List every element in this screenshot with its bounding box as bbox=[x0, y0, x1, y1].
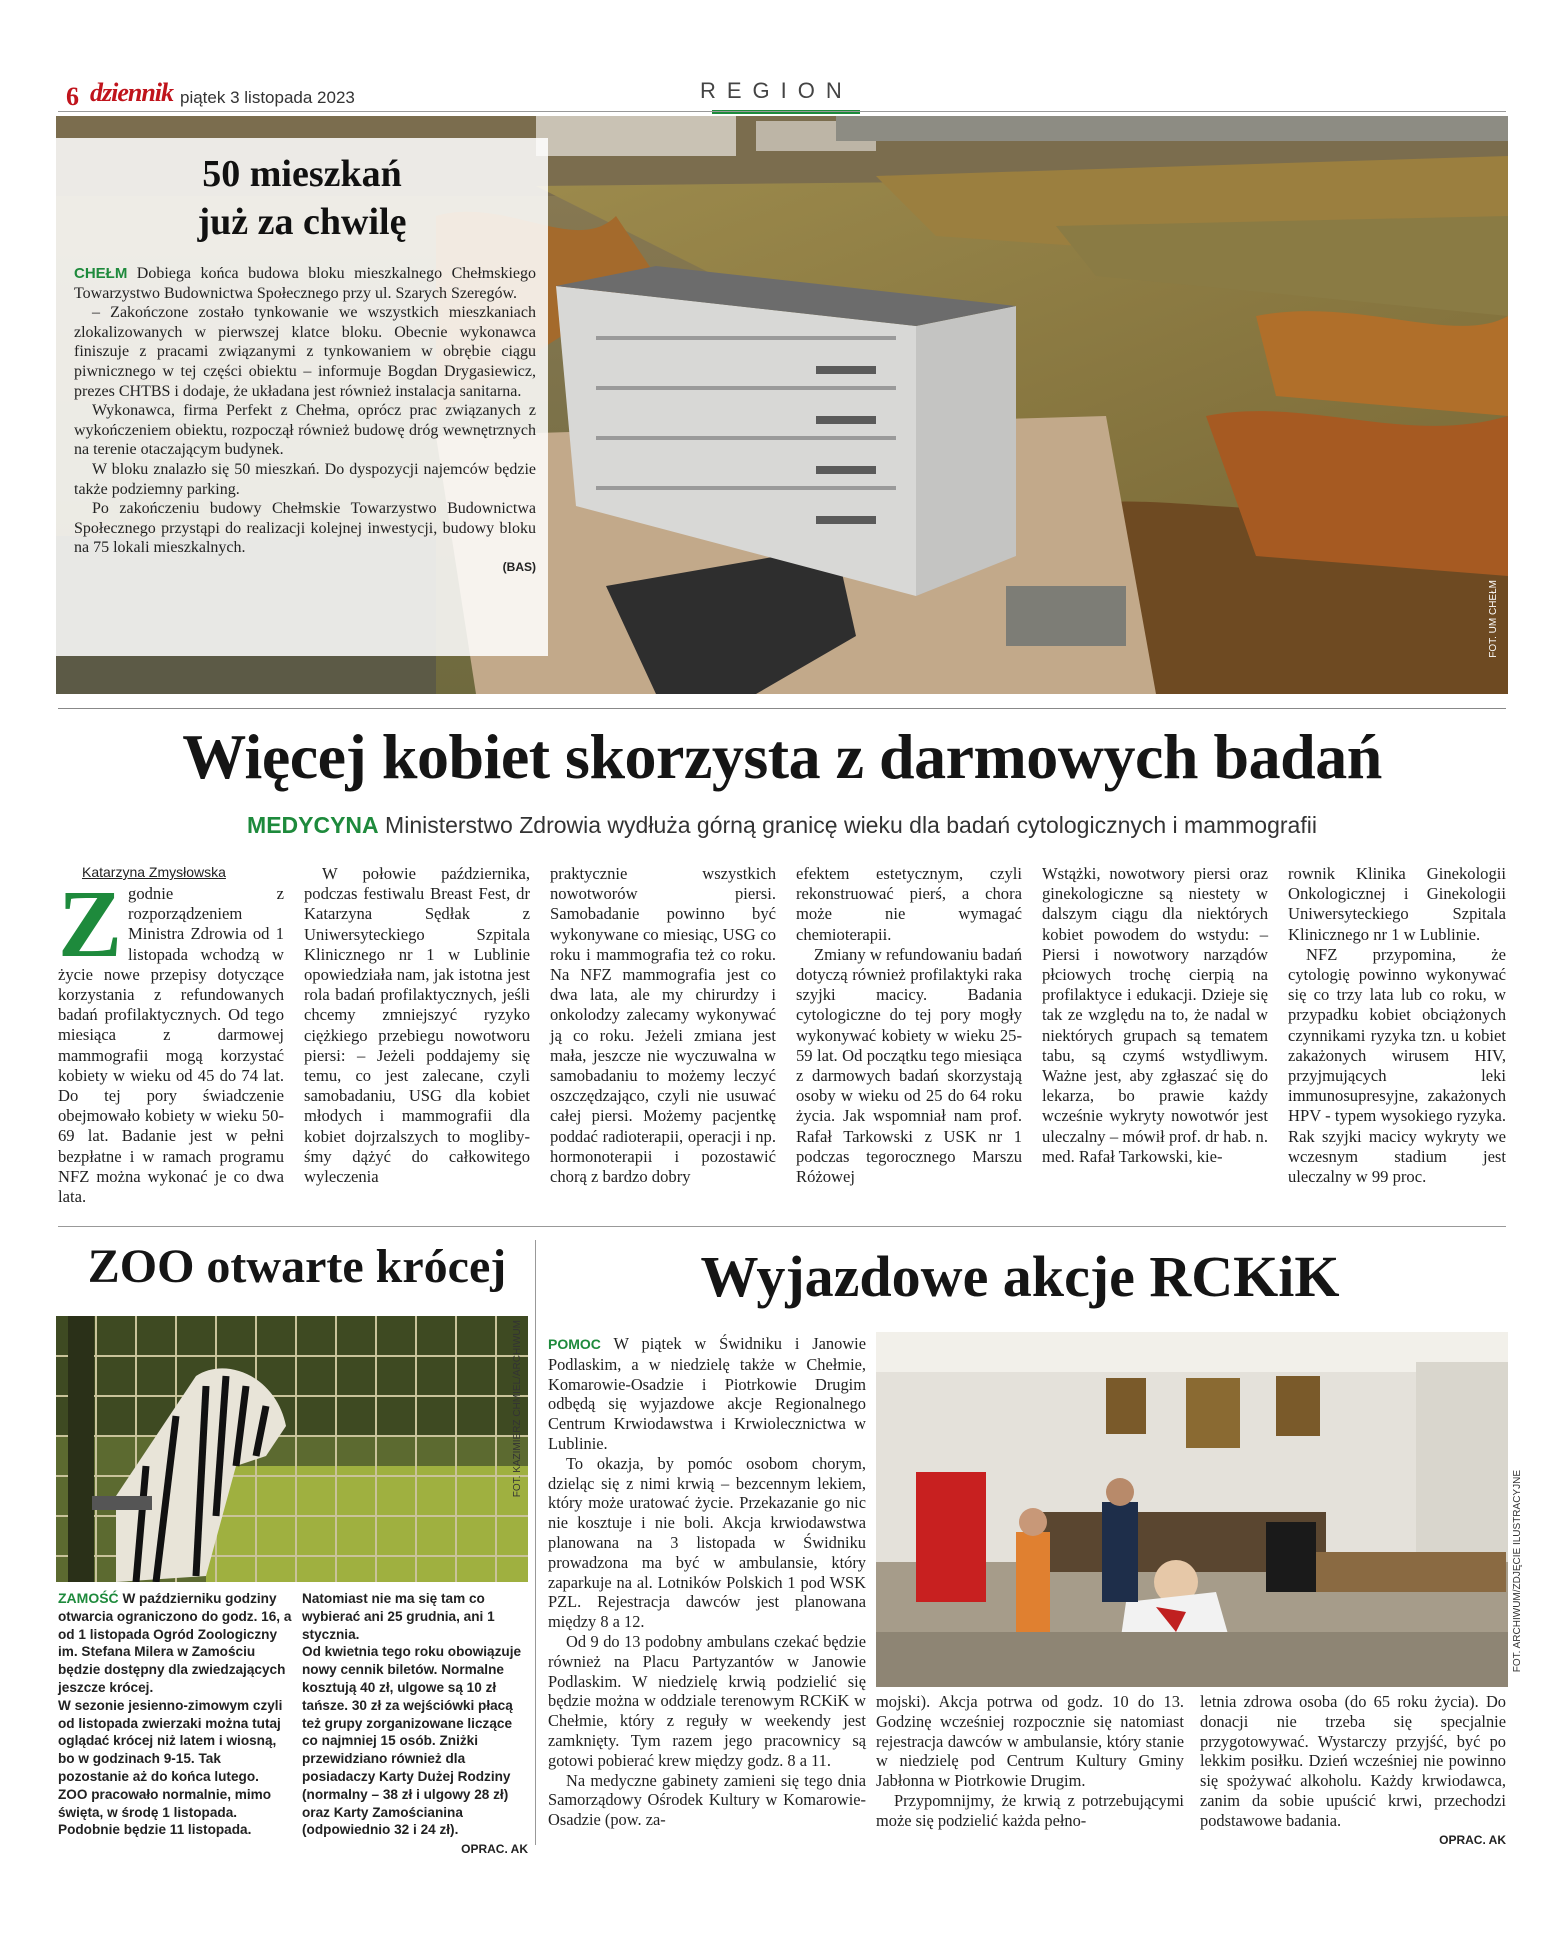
column-divider bbox=[535, 1240, 536, 1845]
rckik-column-1 bbox=[548, 1334, 866, 1830]
paragraph: mojski). Akcja potrwa od godz. 10 do 13. Godzinę wcześniej rozpocznie się natomiast rejestracja dawców w ambulansie, który stanie w niedzielę pod Centrum Kultury Gminy Jabłonna w Piotrkowie Drugim. bbox=[876, 1692, 1184, 1791]
paragraph: Przypomnijmy, że krwią z potrzebującymi może się podzielić każda pełno- bbox=[876, 1790, 1184, 1830]
paragraph: ZOO pracowało normalnie, mimo święta, w środę 1 listopada. Podobnie będzie 11 listopada. bbox=[58, 1786, 272, 1838]
zebra-photo bbox=[56, 1316, 528, 1582]
article-column-5 bbox=[1042, 864, 1268, 1167]
story-box-title bbox=[56, 150, 548, 246]
zoo-headline: ZOO otwarte krócej bbox=[87, 1240, 507, 1293]
paragraph: W piątek w Świdniku i Janowie Podlaskim, a w niedzielę także w Chełmie, Komarowie-Osadzie i Piotrkowie Drugim odbędą się wyjazdowe akcje Regionalnego Centrum Krwiodawstwa i Krwiolecznictwa w Lublinie. bbox=[548, 1334, 866, 1453]
paragraph: Wstążki, nowotwory piersi oraz ginekologiczne są niestety w dalszym ciągu dla niektórych kobiet powodem do wstydu: – Piersi i nowotwory narządów płciowych trochę cierpią na profilaktyce i edukacji. Dzieje się tak ze względu na to, że nadal w niektórych grupach są tematem tabu, są czymś wstydliwym. Ważne jest, aby zgłaszać się do lekarza, bo prawie każdy wcześnie wykryty nowotwór jest uleczalny – mówił prof. dr hab. n. med. Rafał Tarkowski, kie- bbox=[1042, 864, 1268, 1166]
paragraph: – Zakończone zostało tynkowanie we wszystkich mieszkaniach zlokalizowanych w pierwszej klatce bloku. Obecnie wykonawca finiszuje z pracami związanymi z tynkowaniem w obrębie ciągu piwnicznego w tej części obiektu – informuje Bogdan Drygasiewicz, prezes CHTBS i dodaje, że układana jest również instalacja sanitarna. bbox=[74, 304, 536, 400]
location-tag: ZAMOŚĆ bbox=[58, 1590, 119, 1606]
paragraph: NFZ przypomina, że cytologię powinno wykonywać się co trzy lata lub co roku, w przypadku kobiet obciążonych czynnikami ryzyka tzn. u kobiet zakażonych wirusem HIV, przyjmujących leki immunosupresyjne, zakażonych HPV - typem wysokiego ryzyka. Rak szyjki macicy wykryty we wczesnym stadium jest uleczalny w 99 proc. bbox=[1288, 944, 1506, 1187]
paragraph: efektem estetycznym, czyli rekonstruować pierś, a chora może nie wymagać chemioterapii. bbox=[796, 864, 1022, 944]
paragraph: Natomiast nie ma się tam co wybierać ani 25 grudnia, ani 1 stycznia. bbox=[302, 1591, 495, 1642]
paragraph: W sezonie jesienno-zimowym czyli od listopada zwierzaki można tutaj oglądać krócej niż latem i wiosną, bo w godzinach 9-15. Tak pozostanie aż do końca lutego. bbox=[58, 1697, 283, 1784]
photo-credit: FOT. ARCHIWUM/ZDJĘCIE ILUSTRACYJNE bbox=[1512, 1470, 1523, 1673]
paragraph: Od 9 do 13 podobny ambulans czekać będzie również na Placu Partyzantów w Janowie Podlaskim. W niedzielę krwią podzielić się będzie można w oddziale terenowym RCKiK w Chełmie, który z reguły w weekendy jest zamknięty. Tym razem jego pracownicy są gotowi pobierać krew między godz. 8 a 11. bbox=[548, 1631, 866, 1770]
article-column-2 bbox=[304, 864, 530, 1187]
paragraph: W październiku godziny otwarcia ograniczono do godz. 16, a od 1 listopada Ogród Zoologiczny im. Stefana Milera w Zamościu będzie dostępny dla zwiedzających jeszcze krócej. bbox=[58, 1591, 292, 1695]
section-label: REGION bbox=[700, 78, 853, 103]
page-number: 6 bbox=[66, 82, 79, 111]
header-rule bbox=[58, 111, 1506, 112]
paragraph: letnia zdrowa osoba (do 65 roku życia). Do donacji nie trzeba się specjalnie przygotowywać. Wystarczy przyjść, być po lekkim posiłku. Dzień wcześniej nie powinno się spożywać alkoholu. Każdy krwiodawca, zanim da sobie upuścić krwi, przechodzi podstawowe badania. bbox=[1200, 1692, 1506, 1830]
zoo-column-1 bbox=[58, 1590, 294, 1839]
author-byline: Katarzyna Zmysłowska bbox=[82, 864, 226, 880]
lead-text: Ministerstwo Zdrowia wydłuża górną granicę wieku dla badań cytologicznych i mammografii bbox=[385, 812, 1317, 838]
rckik-column-2 bbox=[876, 1692, 1184, 1831]
paragraph: Wykonawca, firma Perfekt z Chełma, oprócz prac związanych z wykończeniem obiektu, rozpoczął również budowę dróg wewnętrznych na terenie otaczającym budynek. bbox=[74, 402, 536, 459]
photo-credit: FOT. KAZIMIERZ CHMIEL/ARCHIWUM bbox=[512, 1320, 523, 1498]
paragraph: To okazja, by pomóc osobom chorym, dzieląc się z nimi krwią – bezcennym lekiem, który może uratować życie. Przekazanie go nic nie kosztuje i nie boli. Akcja krwiodawstwa planowana na 3 listopada w Świdniku prowadzona ma być w ambulansie, który zaparkuje na al. Lotników Polskich 1 pod WSK PZL. Rejestracja dawców jest planowana między 8 a 12. bbox=[548, 1453, 866, 1632]
paragraph: W bloku znalazło się 50 mieszkań. Do dyspozycji najemców będzie także podziemny parking. bbox=[74, 460, 536, 498]
author-signature: OPRAC. AK bbox=[1439, 1832, 1506, 1847]
article-column-6 bbox=[1288, 864, 1506, 1187]
lead bbox=[58, 812, 1506, 839]
section-divider bbox=[58, 1226, 1506, 1227]
paragraph: Od kwietnia tego roku obowiązuje nowy cennik biletów. Normalne kosztują 40 zł, ulgowe są 10 zł tańsze. 30 zł za wejściówki płacą też grupy zorganizowane liczące co najmniej 15 osób. Zniżki przewidziano również dla posiadaczy Karty Dużej Rodziny (normalny – 38 zł i ulgowy 28 zł) oraz Karty Zamościanina (odpowiednio 32 i 24 zł). bbox=[302, 1644, 522, 1838]
author-signature: OPRAC. AK bbox=[461, 1842, 528, 1857]
article-column-4 bbox=[796, 864, 1022, 1187]
title-line-1: 50 mieszkań bbox=[202, 153, 402, 195]
dropcap: Z bbox=[58, 870, 123, 977]
author-signature: (BAS) bbox=[502, 559, 536, 574]
paragraph: Po zakończeniu budowy Chełmskie Towarzystwo Budownictwa Społecznego przystąpi do realizacji kolejnej inwestycji, budowy bloku na 75 lokali mieszkalnych. bbox=[74, 500, 536, 557]
rckik-column-3 bbox=[1200, 1692, 1506, 1850]
zoo-column-2 bbox=[302, 1590, 528, 1859]
main-headline: Więcej kobiet skorzysta z darmowych badań bbox=[182, 721, 1382, 792]
paragraph: W połowie października, podczas festiwalu Breast Fest, dr Katarzyna Sędłak z Uniwersyteckiego Szpitala Klinicznego nr 1 w Lublinie opowiedziała nam, jak istotna jest rola badań profilaktycznych, jeśli chcemy zmniejszyć ryzyko ciężkiego przebiegu nowotworu piersi: – Jeżeli poddajemy się temu, co jest zalecane, czyli samobadaniu, USG dla kobiet młodych i mammografii dla kobiet dojrzalszych to moglibyśmy dążyć do całkowitego wyleczenia bbox=[304, 864, 530, 1187]
location-tag: POMOC bbox=[548, 1336, 601, 1352]
issue-date: piątek 3 listopada 2023 bbox=[180, 88, 355, 107]
story-box-text bbox=[74, 264, 536, 578]
title-line-2: już za chwilę bbox=[197, 201, 407, 243]
paragraph: Dobiega końca budowa bloku mieszkalnego Chełmskiego Towarzystwo Budownictwa Społecznego przy ul. Szarych Szeregów. bbox=[74, 265, 537, 302]
paragraph: godnie z rozporządzeniem Ministra Zdrowia od 1 listopada wchodzą w życie nowe przepisy dotyczące korzystania z refundowanych badań profilaktycznych. Od tego miesiąca z darmowej mammografii mogą korzystać kobiety w wieku od 45 do 74 lat. Do tej pory świadczenie obejmowało kobiety w wieku 50-69 lat. Badanie jest w pełni bezpłatne i w ramach programu NFZ można wykonać je co dwa lata. bbox=[58, 884, 284, 1207]
paragraph: Na medyczne gabinety zamieni się tego dnia Samorządowy Ośrodek Kultury w Komarowie-Osadzie (pow. za- bbox=[548, 1770, 866, 1830]
lead-keyword: MEDYCYNA bbox=[247, 812, 379, 838]
blood-donation-photo bbox=[876, 1332, 1508, 1687]
paragraph: rownik Klinika Ginekologii Onkologicznej i Ginekologii Uniwersyteckiego Szpitala Klinicznego nr 1 w Lublinie. bbox=[1288, 864, 1506, 944]
location-tag: CHEŁM bbox=[74, 265, 128, 282]
photo-credit: FOT. UM CHEŁM bbox=[1488, 580, 1499, 658]
paragraph: Zmiany w refundowaniu badań dotyczą również profilaktyki raka szyjki macicy. Badania cytologiczne do tej pory mogły wykonywać kobiety w wieku 25-59 lat. Od początku tego miesiąca z darmowych badań skorzystają osoby w wieku od 25 do 64 roku życia. Jak wspomniał nam prof. Rafał Tarkowski z USK nr 1 podczas tegorocznego Marszu Różowej bbox=[796, 944, 1022, 1187]
rckik-headline: Wyjazdowe akcje RCKiK bbox=[700, 1244, 1340, 1309]
article-column-3 bbox=[550, 864, 776, 1187]
section-divider bbox=[58, 708, 1506, 709]
paragraph: praktycznie wszystkich nowotworów piersi. Samobadanie powinno być wykonywane co miesiąc, USG co roku i mammografia też co roku. Na NFZ mammografia jest co dwa lata, ale my chirurdzy i onkolodzy zalecamy wykonywać ją co roku. Jeżeli zmiana jest mała, jeszcze nie wyczuwalna w samobadaniu to możemy leczyć oszczędzająco, czyli nie usuwać całej piersi. Możemy pacjentkę poddać radioterapii, operacji i np. hormonoterapii i pozostawić chorą z bardzo dobry bbox=[550, 864, 776, 1187]
brand-logo: dziennik bbox=[90, 78, 174, 107]
